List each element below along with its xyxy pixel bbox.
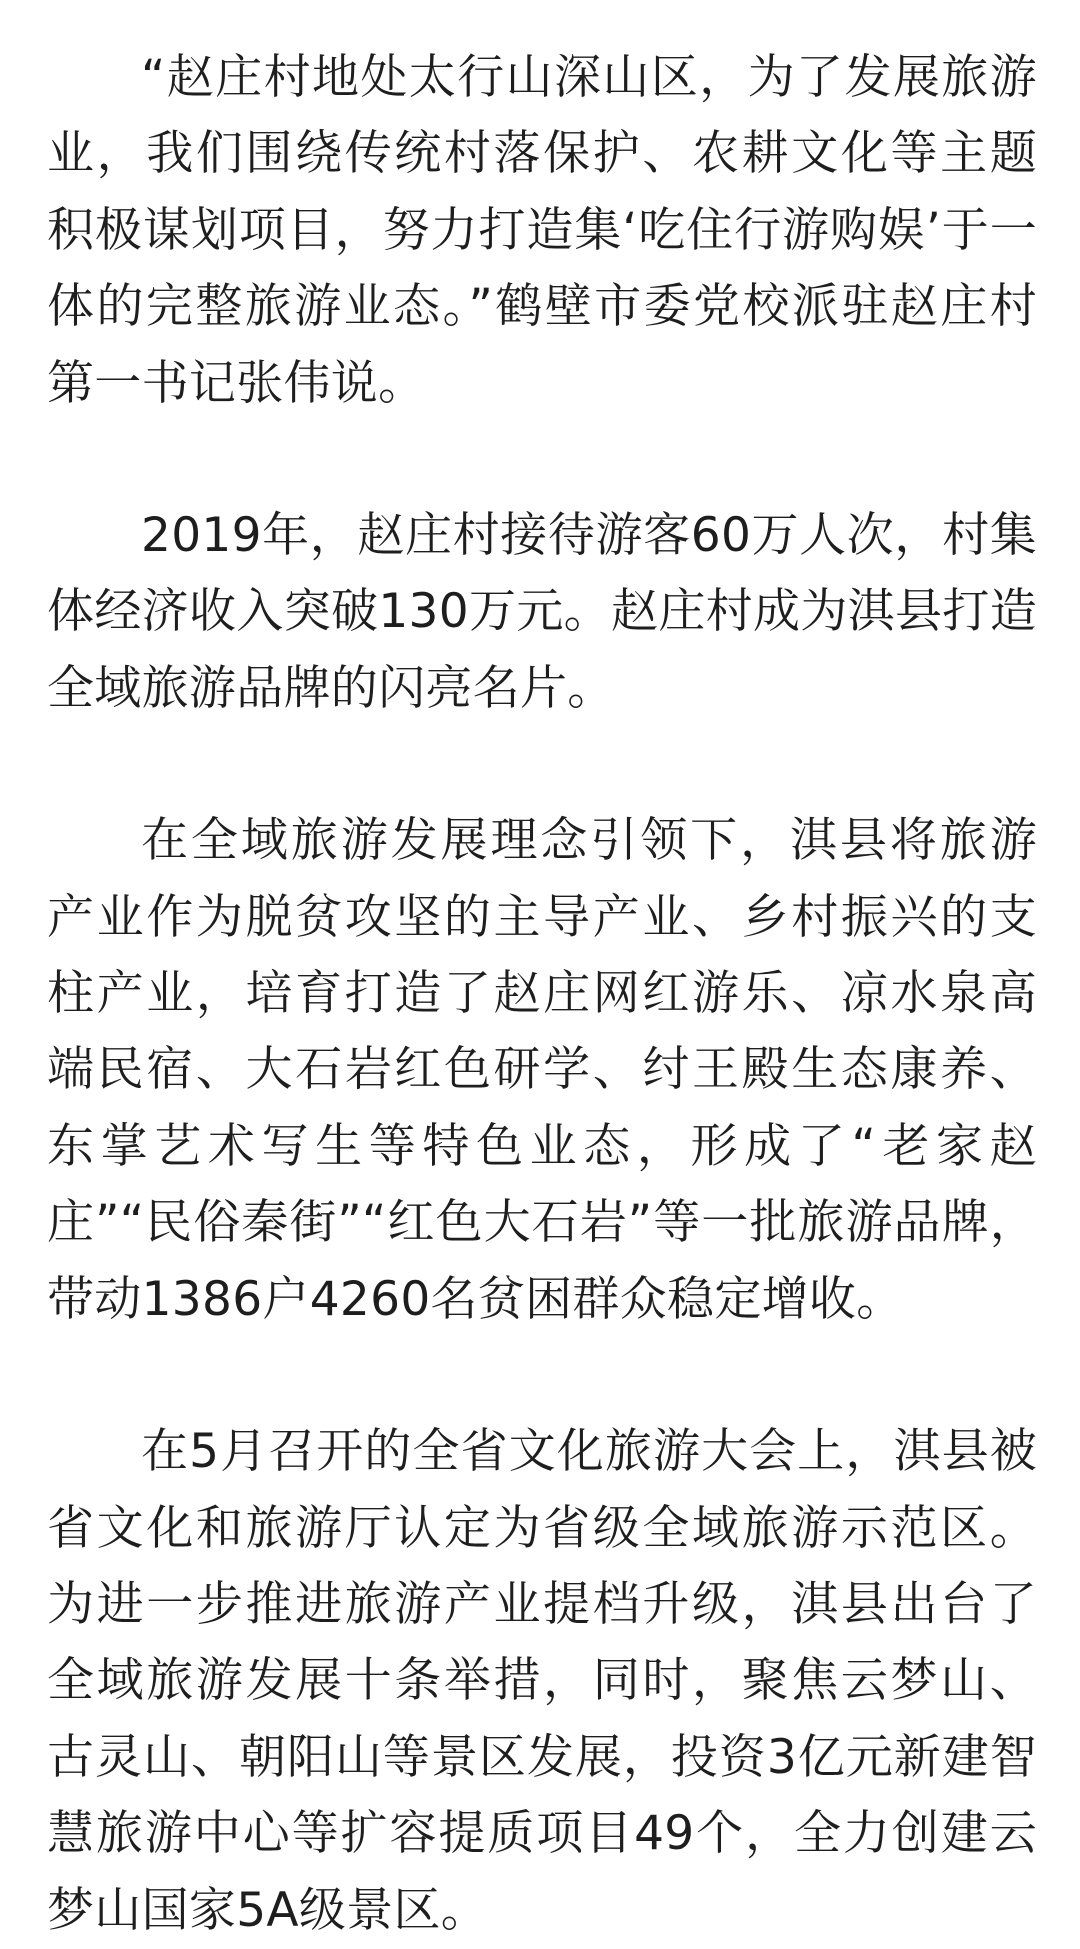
article-body	[47, 40, 1037, 1949]
paragraph-quote-zhang-wei: “赵庄村地处太行山深山区，为了发展旅游业，我们围绕传统村落保护、农耕文化等主题积极谋划项目，努力打造集‘吃住行游购娱’于一体的完整旅游业态。”鹤壁市委党校派驻赵庄村第一书记张伟说。	[47, 50, 1037, 411]
paragraph-demonstration-zone: 在5月召开的全省文化旅游大会上，淇县被省文化和旅游厅认定为省级全域旅游示范区。为进一步推进旅游产业提档升级，淇县出台了全域旅游发展十条举措，同时，聚焦云梦山、古灵山、朝阳山等景区发展，投资3亿元新建智慧旅游中心等扩容提质项目49个，全力创建云梦山国家5A级景区。	[47, 1424, 1037, 1938]
paragraph-tourism-industry: 在全域旅游发展理念引领下，淇县将旅游产业作为脱贫攻坚的主导产业、乡村振兴的支柱产业，培育打造了赵庄网红游乐、凉水泉高端民宿、大石岩红色研学、纣王殿生态康养、东掌艺术写生等特色业态，形成了“老家赵庄”“民俗秦街”“红色大石岩”等一批旅游品牌，带动1386户4260名贫困群众稳定增收。	[47, 813, 1037, 1327]
paragraph-visitor-stats: 2019年，赵庄村接待游客60万人次，村集体经济收入突破130万元。赵庄村成为淇县打造全域旅游品牌的闪亮名片。	[47, 508, 1037, 716]
